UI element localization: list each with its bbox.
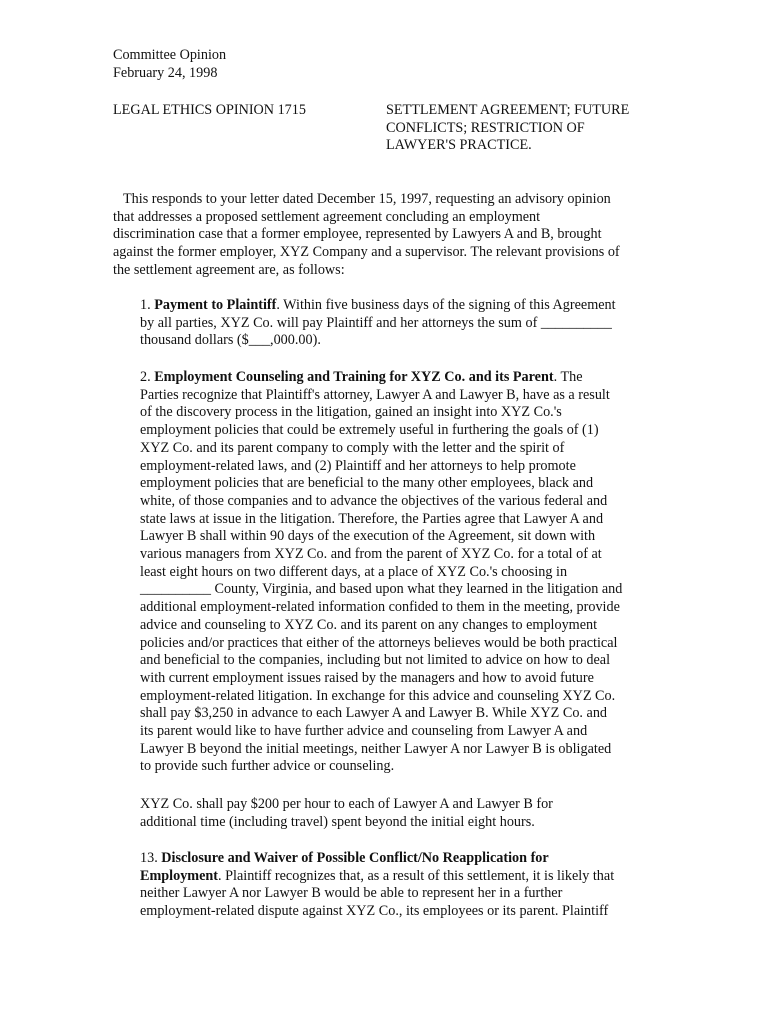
intro-line: This responds to your letter dated December 15, 1997, requesting an advisory opinion [123, 191, 611, 207]
provision-1-first-line [140, 297, 660, 315]
provision-13-paragraph [140, 850, 660, 921]
provision-2-line: policies and/or practices that either of the attorneys believes would be both practical [140, 634, 618, 651]
provision-2-line: __________ County, Virginia, and based upon what they learned in the litigation and [140, 581, 623, 598]
provision-2-first-line [140, 369, 660, 387]
intro-line: against the former employer, XYZ Company and a supervisor. The relevant provisions of [113, 244, 620, 261]
provision-2-number: 2. [140, 369, 155, 385]
provision-2-line: white, of those companies and to advance the objectives of the various federal and [140, 492, 608, 509]
provision-2-line: shall pay $3,250 in advance to each Lawyer A and Lawyer B. While XYZ Co. and [140, 705, 608, 722]
committee-label: Committee Opinion [113, 47, 227, 63]
provision-2-first-line-text: . The [553, 369, 583, 385]
provision-13-number: 13. [140, 850, 162, 866]
additional-time-line: additional time (including travel) spent beyond the initial eight hours. [140, 813, 535, 830]
provision-2-line: Parties recognize that Plaintiff's attorney, Lawyer A and Lawyer B, have as a result [140, 386, 610, 403]
provision-13-second-line-text: . Plaintiff recognizes that, as a result of this settlement, it is likely that [218, 867, 615, 884]
provision-13-line: neither Lawyer A nor Lawyer B would be able to represent her in a further [140, 885, 563, 902]
subject-line: SETTLEMENT AGREEMENT; FUTURE [386, 102, 630, 118]
provision-2-line: XYZ Co. and its parent company to comply with the letter and the spirit of [140, 439, 565, 456]
provision-2-line: employment policies that could be extremely useful in furthering the goals of (1) [140, 422, 599, 439]
provision-13-heading: Disclosure and Waiver of Possible Conflict/No Reapplication for [161, 850, 549, 866]
provision-2-heading: Employment Counseling and Training for XYZ Co. and its Parent [154, 369, 554, 385]
provision-2-line: Lawyer B shall within 90 days of the execution of the Agreement, sit down with [140, 528, 596, 545]
opinion-number: LEGAL ETHICS OPINION 1715 [113, 102, 306, 118]
intro-paragraph [113, 191, 661, 280]
subject-heading [386, 102, 676, 155]
additional-time-line: XYZ Co. shall pay $200 per hour to each of Lawyer A and Lawyer B for [140, 796, 553, 812]
provision-13-first-line [140, 850, 660, 868]
provision-2-line: employment policies that are beneficial to the many other employees, black and [140, 475, 594, 492]
provision-1-number: 1. [140, 297, 155, 313]
provision-1-paragraph [140, 297, 660, 350]
provision-2-line: and beneficial to the companies, including but not limited to advice on how to deal [140, 652, 611, 669]
subject-line: CONFLICTS; RESTRICTION OF [386, 119, 585, 136]
provision-2-line: additional employment-related information confided to them in the meeting, provide [140, 599, 620, 616]
intro-line: discrimination case that a former employee, represented by Lawyers A and B, brought [113, 226, 602, 243]
provision-2-line: advice and counseling to XYZ Co. and its parent on any changes to employment [140, 616, 598, 633]
subject-line: LAWYER'S PRACTICE. [386, 137, 532, 154]
provision-13-second-line [140, 868, 660, 886]
provision-2-line: its parent would like to have further advice and counseling from Lawyer A and [140, 723, 588, 740]
additional-time-paragraph [140, 796, 660, 831]
provision-2-paragraph [140, 369, 660, 776]
provision-13-line: employment-related dispute against XYZ Co., its employees or its parent. Plaintiff [140, 903, 609, 920]
provision-1-first-line-text: . Within five business days of the signing of this Agreement [276, 297, 616, 313]
provision-2-line: with current employment issues raised by the managers and how to avoid future [140, 669, 594, 686]
provision-2-line: of the discovery process in the litigation, gained an insight into XYZ Co.'s [140, 404, 562, 421]
intro-line: that addresses a proposed settlement agreement concluding an employment [113, 208, 541, 225]
provision-13-heading-continued: Employment [140, 867, 219, 884]
provision-1-heading: Payment to Plaintiff [154, 297, 277, 313]
opinion-date: February 24, 1998 [113, 65, 218, 81]
intro-line: the settlement agreement are, as follows: [113, 261, 345, 278]
provision-2-line: employment-related litigation. In exchange for this advice and counseling XYZ Co. [140, 687, 616, 704]
provision-1-line: by all parties, XYZ Co. will pay Plaintiff and her attorneys the sum of __________ [140, 314, 612, 331]
provision-2-line: Lawyer B beyond the initial meetings, neither Lawyer A nor Lawyer B is obligated [140, 740, 612, 757]
provision-2-line: state laws at issue in the litigation. Therefore, the Parties agree that Lawyer A and [140, 510, 604, 527]
provision-2-line: various managers from XYZ Co. and from the parent of XYZ Co. for a total of at [140, 546, 602, 563]
provision-2-line: employment-related laws, and (2) Plaintiff and her attorneys to help promote [140, 457, 576, 474]
provision-1-line: thousand dollars ($___,000.00). [140, 332, 321, 349]
provision-2-line: to provide such further advice or counseling. [140, 758, 395, 775]
provision-2-line: least eight hours on two different days, at a place of XYZ Co.'s choosing in [140, 563, 568, 580]
